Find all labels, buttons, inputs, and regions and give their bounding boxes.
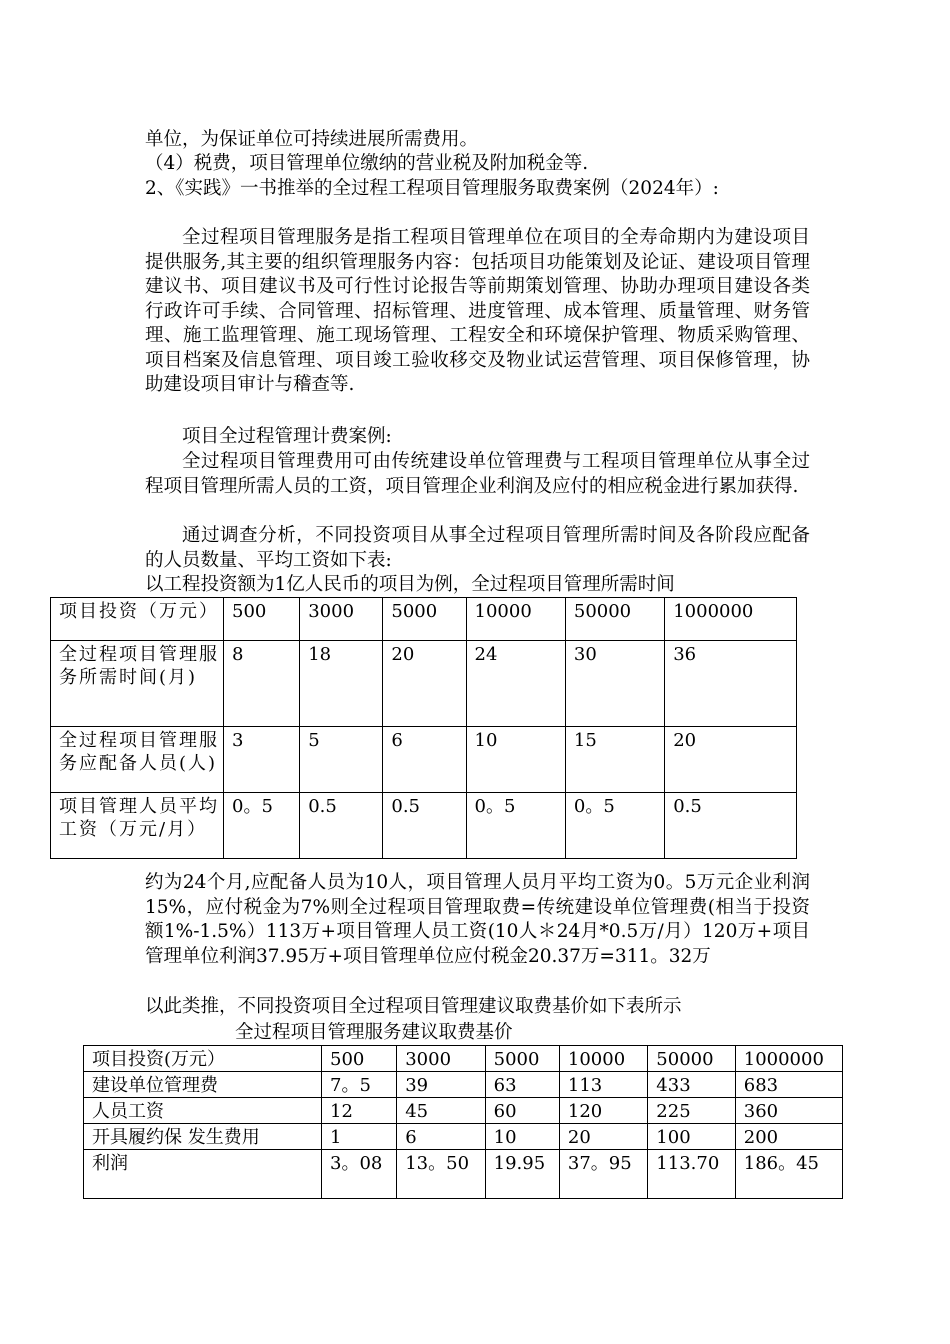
table-cell: 0。5 [466, 793, 565, 859]
table-cell: 10 [466, 727, 565, 793]
table-cell: 0。5 [224, 793, 300, 859]
table-cell: 6 [383, 727, 466, 793]
table-cell: 建设单位管理费 [84, 1072, 322, 1098]
table-cell: 10000 [466, 598, 565, 641]
table-cell: 683 [735, 1072, 842, 1098]
table-cell: 36 [665, 641, 797, 727]
table-cell: 人员工资 [84, 1098, 322, 1124]
table-cell: 113.70 [648, 1150, 735, 1199]
paragraph-tax: （4）税费，项目管理单位缴纳的营业税及附加税金等. [145, 153, 589, 174]
table-cell: 63 [485, 1072, 559, 1098]
table-cell: 项目管理人员平均工资（万元/月） [51, 793, 224, 859]
paragraph-calculation: 约为24个月,应配备人员为10人，项目管理人员月平均工资为0。5万元企业利润15%，应付税金为7%则全过程项目管理取费=传统建设单位管理费(相当于投资额1%-1.5%）113万+项目管理人员工资(10人＊24月*0.5万/月）120万+项目管理单位利润37.95万+项目管理单位应付税金20.37万=311。32万 [145, 872, 810, 967]
table-cell: 项目投资(万元） [84, 1046, 322, 1072]
table-cell: 5 [300, 727, 383, 793]
table-cell: 200 [735, 1124, 842, 1150]
table-cell: 433 [648, 1072, 735, 1098]
fee-table [83, 1045, 843, 1199]
table-cell: 全过程项目管理服务应配备人员(人) [51, 727, 224, 793]
table-cell: 8 [224, 641, 300, 727]
table-cell: 3000 [300, 598, 383, 641]
table-cell: 100 [648, 1124, 735, 1150]
table-cell: 500 [322, 1046, 397, 1072]
table-row [51, 598, 797, 641]
table-cell: 13。50 [397, 1150, 485, 1199]
table-cell: 7。5 [322, 1072, 397, 1098]
paragraph-service-definition: 全过程项目管理服务是指工程项目管理单位在项目的全寿命期内为建设项目提供服务,其主要的组织管理服务内容：包括项目功能策划及论证、建设项目管理建议书、项目建议书及可行性讨论报告等前期策划管理、协助办理项目建设各类行政许可手续、合同管理、招标管理、进度管理、成本管理、质量管理、财务管理、施工监理管理、施工现场管理、工程安全和环境保护管理、物质采购管理、项目档案及信息管理、项目竣工验收移交及物业试运营管理、项目保修管理，协助建设项目审计与稽查等. [145, 227, 810, 395]
table-row [84, 1072, 843, 1098]
table-cell: 50000 [648, 1046, 735, 1072]
table-cell: 39 [397, 1072, 485, 1098]
table-cell: 6 [397, 1124, 485, 1150]
table-cell: 24 [466, 641, 565, 727]
table-cell: 15 [565, 727, 664, 793]
table-cell: 全过程项目管理服务所需时间(月) [51, 641, 224, 727]
table-cell: 利润 [84, 1150, 322, 1199]
table-row [51, 793, 797, 859]
paragraph-example-start: 以工程投资额为1亿人民币的项目为例，全过程项目管理所需时间 [145, 574, 675, 595]
table-row [51, 727, 797, 793]
table-cell: 18 [300, 641, 383, 727]
table-row [84, 1046, 843, 1072]
table-cell: 37。95 [559, 1150, 647, 1199]
paragraph-survey: 通过调查分析，不同投资项目从事全过程项目管理所需时间及各阶段应配备的人员数量、平均工资如下表: [145, 525, 810, 571]
table-cell: 120 [559, 1098, 647, 1124]
table-cell: 19.95 [485, 1150, 559, 1199]
paragraph-fee-composition: 全过程项目管理费用可由传统建设单位管理费与工程项目管理单位从事全过程项目管理所需人员的工资，项目管理企业利润及应付的相应税金进行累加获得. [145, 451, 810, 497]
table-cell: 3000 [397, 1046, 485, 1072]
table-row [84, 1124, 843, 1150]
table-row [84, 1098, 843, 1124]
table-cell: 20 [383, 641, 466, 727]
table-cell: 0.5 [300, 793, 383, 859]
paragraph-unit-cost: 单位，为保证单位可持续进展所需费用。 [145, 129, 479, 150]
paragraph-analogy: 以此类推，不同投资项目全过程项目管理建议取费基价如下表所示 [145, 996, 682, 1017]
table-cell: 12 [322, 1098, 397, 1124]
table-cell: 113 [559, 1072, 647, 1098]
paragraph-case-heading: 2、《实践》一书推举的全过程工程项目管理服务取费案例（2024年）: [145, 178, 719, 199]
table-cell: 1000000 [735, 1046, 842, 1072]
table-cell: 360 [735, 1098, 842, 1124]
table-cell: 45 [397, 1098, 485, 1124]
table-row [84, 1150, 843, 1199]
table-cell: 1 [322, 1124, 397, 1150]
table-cell: 开具履约保 发生费用 [84, 1124, 322, 1150]
table-cell: 0.5 [665, 793, 797, 859]
table-cell: 1000000 [665, 598, 797, 641]
table-cell: 60 [485, 1098, 559, 1124]
paragraph-fee-case-title: 项目全过程管理计费案例: [182, 426, 392, 447]
table-row [51, 641, 797, 727]
table-cell: 20 [559, 1124, 647, 1150]
table-cell: 10 [485, 1124, 559, 1150]
table-cell: 30 [565, 641, 664, 727]
table-cell: 20 [665, 727, 797, 793]
table-cell: 3 [224, 727, 300, 793]
table-cell: 50000 [565, 598, 664, 641]
table-cell: 500 [224, 598, 300, 641]
table-cell: 225 [648, 1098, 735, 1124]
table-cell: 10000 [559, 1046, 647, 1072]
table-cell: 0。5 [565, 793, 664, 859]
table-cell: 项目投资（万元） [51, 598, 224, 641]
table-cell: 5000 [383, 598, 466, 641]
staffing-table [50, 597, 797, 859]
table-cell: 186。45 [735, 1150, 842, 1199]
table-cell: 0.5 [383, 793, 466, 859]
table-cell: 5000 [485, 1046, 559, 1072]
table-cell: 3。08 [322, 1150, 397, 1199]
fee-table-caption: 全过程项目管理服务建议取费基价 [235, 1022, 513, 1043]
